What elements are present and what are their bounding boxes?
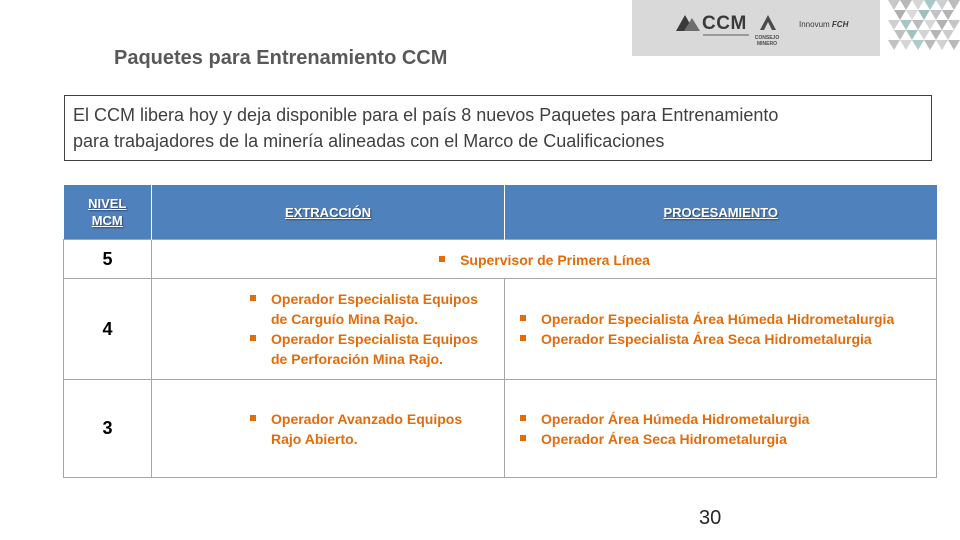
page-title: Paquetes para Entrenamiento CCM [114, 47, 448, 69]
level-cell: 5 [64, 240, 152, 279]
level-cell: 4 [64, 279, 152, 380]
ccm-logo-text: CCM [702, 13, 747, 34]
table-header-row [64, 185, 937, 240]
list-item: Operador Área Seca Hidrometalurgia [519, 429, 930, 449]
square-bullet-icon [249, 295, 257, 301]
header-nivel-mcm: NIVEL MCM [64, 185, 152, 240]
decorative-triangle-pattern [888, 0, 960, 56]
training-packages-table [63, 185, 937, 478]
processing-cell [505, 380, 937, 478]
level-cell: 3 [64, 380, 152, 478]
header-procesamiento: PROCESAMIENTO [505, 185, 937, 240]
ccm-logo-icon [676, 12, 702, 32]
square-bullet-icon [249, 335, 257, 341]
table-row-level-3 [64, 380, 937, 478]
list-item: Supervisor de Primera Línea [438, 250, 650, 270]
list-item: Operador Especialista Área Húmeda Hidrometalurgia [519, 309, 930, 329]
table-row-level-5 [64, 240, 937, 279]
square-bullet-icon [438, 256, 446, 262]
consejo-minero-logo-icon [758, 12, 778, 32]
page-number: 30 [699, 507, 722, 529]
table-row-level-4 [64, 279, 937, 380]
square-bullet-icon [519, 435, 527, 441]
intro-line-1: El CCM libera hoy y deja disponible para el país 8 nuevos Paquetes para Entrenamiento [73, 105, 779, 125]
innovum-fch-logo: Innovum FCH [799, 20, 849, 29]
shared-cell [152, 240, 937, 279]
header-extraccion: EXTRACCIÓN [152, 185, 505, 240]
processing-cell [505, 279, 937, 380]
intro-line-2: para trabajadores de la minería alineadas con el Marco de Cualificaciones [73, 131, 665, 151]
list-item: Operador Especialista Equipos de Carguío Mina Rajo. [249, 289, 494, 329]
list-item: Operador Avanzado Equipos Rajo Abierto. [249, 409, 494, 449]
extraction-cell [152, 279, 505, 380]
square-bullet-icon [519, 415, 527, 421]
square-bullet-icon [519, 335, 527, 341]
list-item: Operador Especialista Equipos de Perforación Mina Rajo. [249, 329, 494, 369]
intro-text-box [64, 95, 932, 161]
ccm-logo-underline [703, 34, 749, 36]
square-bullet-icon [249, 415, 257, 421]
square-bullet-icon [519, 315, 527, 321]
extraction-cell [152, 380, 505, 478]
list-item: Operador Área Húmeda Hidrometalurgia [519, 409, 930, 429]
consejo-minero-logo-text: CONSEJO MINERO [754, 35, 780, 47]
list-item: Operador Especialista Área Seca Hidrometalurgia [519, 329, 930, 349]
